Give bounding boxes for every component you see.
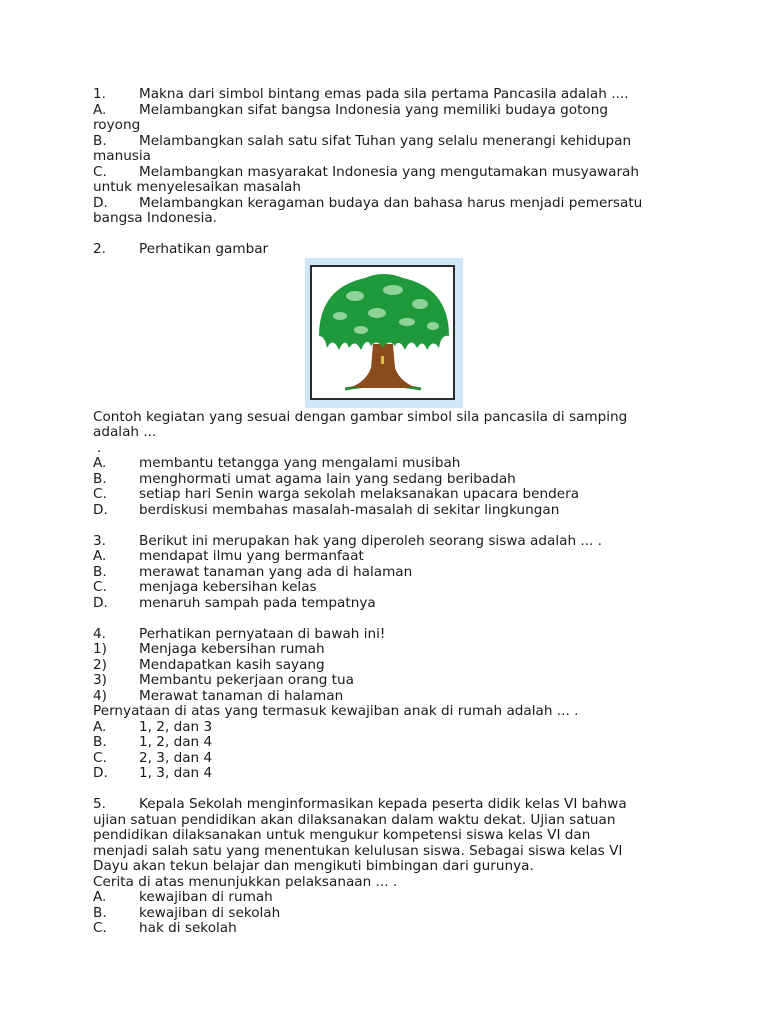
question-number: 2. xyxy=(93,241,106,257)
option-label: B. xyxy=(93,734,107,750)
option-text: 1, 2, dan 4 xyxy=(139,734,213,750)
option-label: C. xyxy=(93,579,107,595)
option-text: menghormati umat agama lain yang sedang beribadah xyxy=(139,470,516,487)
option-text: kewajiban di rumah xyxy=(139,889,273,905)
option-text: 2, 3, dan 4 xyxy=(139,749,213,766)
option-text: merawat tanaman yang ada di halaman xyxy=(139,563,413,580)
option-label: A. xyxy=(93,718,107,735)
question-stem-continued: adalah ... xyxy=(93,424,157,440)
option-label: C. xyxy=(93,163,107,180)
option-label: B. xyxy=(93,470,107,487)
statement-text: Merawat tanaman di halaman xyxy=(139,687,344,704)
statement-label: 3) xyxy=(93,672,107,688)
statement-label: 4) xyxy=(93,687,107,704)
option-text: Melambangkan masyarakat Indonesia yang mengutamakan musyawarah xyxy=(139,163,640,180)
question-number: 3. xyxy=(93,532,106,549)
option-label: B. xyxy=(93,563,107,580)
banyan-tree-icon xyxy=(305,258,463,408)
option-text: 1, 2, dan 3 xyxy=(139,718,213,735)
option-text: 1, 3, dan 4 xyxy=(139,765,213,781)
question-2 xyxy=(93,242,678,518)
statement-label: 1) xyxy=(93,641,107,657)
question-text: Berikut ini merupakan hak yang diperoleh seorang siswa adalah ... . xyxy=(139,532,602,549)
option-label: B. xyxy=(93,904,107,921)
option-text: hak di sekolah xyxy=(139,920,237,936)
option-text-continued: manusia xyxy=(93,148,151,164)
option-text-continued: royong xyxy=(93,117,141,133)
statement-text: Menjaga kebersihan rumah xyxy=(139,641,325,657)
option-text: mendapat ilmu yang bermanfaat xyxy=(139,548,364,564)
question-text: Perhatikan gambar xyxy=(139,241,269,257)
question-text-continued: Dayu akan tekun belajar dan mengikuti bimbingan dari gurunya. xyxy=(93,858,534,874)
option-label: D. xyxy=(93,501,108,518)
option-text: membantu tetangga yang mengalami musibah xyxy=(139,455,461,471)
option-text: Melambangkan sifat bangsa Indonesia yang memiliki budaya gotong xyxy=(139,101,608,118)
question-text-continued: menjadi salah satu yang menentukan kelulusan siswa. Sebagai siswa kelas VI xyxy=(93,842,623,859)
question-text-continued: pendidikan dilaksanakan untuk mengukur kompetensi siswa kelas VI dan xyxy=(93,827,591,843)
option-label: A. xyxy=(93,889,107,905)
question-3 xyxy=(93,534,678,612)
question-4 xyxy=(93,627,678,782)
option-text-continued: untuk menyelesaikan masalah xyxy=(93,179,301,195)
question-text: Perhatikan pernyataan di bawah ini! xyxy=(139,625,386,642)
option-label: C. xyxy=(93,920,107,936)
option-text-continued: bangsa Indonesia. xyxy=(93,210,217,226)
question-stem: Pernyataan di atas yang termasuk kewajiban anak di rumah adalah ... . xyxy=(93,703,579,719)
option-label: A. xyxy=(93,548,107,564)
option-text: menjaga kebersihan kelas xyxy=(139,579,317,595)
question-5 xyxy=(93,797,678,937)
option-text: kewajiban di sekolah xyxy=(139,904,281,921)
statement-text: Mendapatkan kasih sayang xyxy=(139,656,325,673)
option-label: D. xyxy=(93,594,108,611)
option-label: C. xyxy=(93,486,107,502)
question-number: 5. xyxy=(93,796,106,812)
question-stem-dot: . xyxy=(97,439,102,456)
option-label: D. xyxy=(93,194,108,211)
question-text-continued: ujian satuan pendidikan akan dilaksanakan dalam waktu dekat. Ujian satuan xyxy=(93,811,616,828)
statement-label: 2) xyxy=(93,656,107,673)
question-text: Makna dari simbol bintang emas pada sila pertama Pancasila adalah .... xyxy=(139,86,629,102)
option-label: A. xyxy=(93,101,107,118)
option-text: Melambangkan salah satu sifat Tuhan yang selalu menerangi kehidupan xyxy=(139,132,632,149)
option-label: B. xyxy=(93,132,107,149)
option-label: C. xyxy=(93,749,107,766)
option-text: setiap hari Senin warga sekolah melaksanakan upacara bendera xyxy=(139,486,580,502)
option-text: berdiskusi membahas masalah-masalah di sekitar lingkungan xyxy=(139,501,560,518)
option-label: D. xyxy=(93,765,108,781)
question-1 xyxy=(93,87,678,227)
option-text: Melambangkan keragaman budaya dan bahasa harus menjadi pemersatu xyxy=(139,194,643,211)
question-text: Kepala Sekolah menginformasikan kepada peserta didik kelas VI bahwa xyxy=(139,796,627,812)
option-label: A. xyxy=(93,455,107,471)
question-number: 4. xyxy=(93,625,106,642)
statement-text: Membantu pekerjaan orang tua xyxy=(139,672,354,688)
option-text: menaruh sampah pada tempatnya xyxy=(139,594,376,611)
question-stem: Contoh kegiatan yang sesuai dengan gambar simbol sila pancasila di samping xyxy=(93,408,628,425)
question-number: 1. xyxy=(93,86,106,102)
question-stem: Cerita di atas menunjukkan pelaksanaan ... . xyxy=(93,873,398,890)
question-list xyxy=(93,87,678,937)
